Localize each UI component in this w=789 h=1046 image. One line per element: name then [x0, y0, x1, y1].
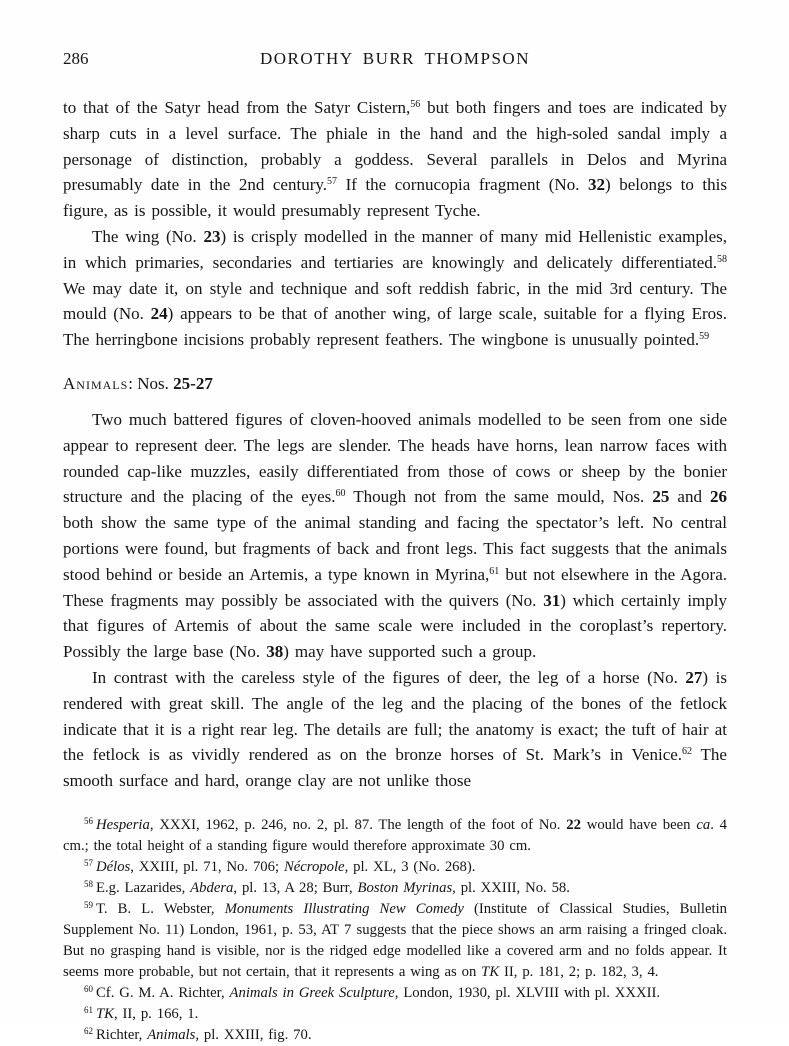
text-segment: ) is rendered with great skill. The angle of the leg and the placing of the bones of the fetlock indicate that it is a right rear leg. The details are full; the anatomy is exact; the tuft of hair at the fetlock is as vividly rendered as on the bronze horses of St. Mark’s in Venice.: [63, 667, 727, 765]
footnote-ref: 61: [489, 565, 500, 577]
footnote-ref: 57: [327, 176, 338, 188]
text-segment: 38: [266, 642, 284, 662]
text-segment: ) belongs to this figure, as is possible, it would presumably represent Tyche.: [63, 175, 727, 221]
text-segment: ) which certainly imply that figures of Artemis of about the same scale were included in the coroplast’s repertory. Possibly the large base (No.: [63, 590, 727, 662]
text-segment: ) is crisply modelled in the manner of many mid Hellenistic examples, in which primaries, secondaries and tertiaries are knowingly and delicately differentiated.: [63, 226, 727, 272]
text-segment: Boston Myrinas: [357, 879, 453, 896]
text-segment: The wing (No.: [92, 226, 204, 246]
text-segment: Animals in Greek Sculpture: [229, 984, 395, 1001]
paragraph: [63, 407, 727, 665]
text-segment: 25-27: [173, 373, 213, 393]
text-segment: , XXXI, 1962, p. 246, no. 2, pl. 87. The length of the foot of No.: [149, 816, 567, 833]
footnote-item: [63, 899, 727, 983]
section-heading: [63, 371, 727, 396]
text-segment: 23: [203, 226, 221, 246]
text-segment: If the cornucopia fragment (No.: [337, 175, 588, 195]
text-segment: In contrast with the careless style of the figures of deer, the leg of a horse (No.: [92, 667, 686, 687]
text-segment: TK: [96, 1005, 114, 1022]
text-segment: ) may have supported such a group.: [283, 642, 537, 662]
text-segment: Monuments Illustrating New Comedy: [224, 900, 464, 917]
text-segment: II, p. 181, 2; p. 182, 3, 4.: [499, 963, 659, 980]
body-text: [63, 95, 727, 794]
text-segment: Two much battered figures of cloven-hooved animals modelled to be seen from one side appear to represent deer. The legs are slender. The heads have horns, lean narrow faces with rounded cap-like muzzles, easily differentiated from those of cows or sheep by the bonier structure and the placing of the eyes.: [63, 409, 727, 507]
text-segment: and: [669, 487, 710, 507]
text-segment: TK: [481, 963, 500, 980]
text-segment: to that of the Satyr head from the Satyr Cistern,: [63, 98, 411, 117]
text-segment: We may date it, on style and technique and soft reddish fabric, in the mid 3rd century. The mould (No.: [63, 278, 727, 324]
text-segment: but both fingers and toes are indicated by sharp cuts in a level surface. The phiale in the hand and the high-soled sandal imply a personage of distinction, probably a goddess. Several parallels in Delos and Myrina presumably date in the 2nd century.: [63, 98, 727, 195]
text-segment: E.g. Lazarides,: [96, 879, 191, 896]
text-segment: Nécropole: [283, 858, 345, 875]
running-header: [63, 49, 727, 71]
text-segment: , pl. 13, A 28; Burr,: [233, 879, 358, 896]
footnote-ref: 59: [699, 331, 710, 343]
text-segment: , London, 1930, pl. XLVIII with pl. XXXII.: [394, 984, 661, 1001]
text-segment: 31: [543, 590, 561, 610]
paragraph: [63, 224, 727, 353]
footnote-ref: 60: [335, 488, 346, 500]
text-segment: Cf. G. M. A. Richter,: [96, 984, 230, 1001]
footnote-ref: 58: [717, 253, 727, 265]
text-segment: Délos: [96, 858, 131, 875]
text-segment: 32: [588, 175, 605, 195]
footnote-number: 58: [84, 878, 93, 889]
footnote-ref: 56: [410, 99, 421, 110]
text-segment: 26: [710, 487, 727, 507]
text-segment: The smooth surface and hard, orange clay are not unlike those: [63, 745, 727, 791]
paragraph: [63, 95, 727, 224]
footnote-item: [63, 1025, 727, 1046]
footnotes-section: [63, 815, 727, 1046]
text-segment: , pl. XL, 3 (No. 268).: [344, 858, 476, 875]
footnote-item: [63, 815, 727, 857]
text-segment: both show the same type of the animal standing and facing the spectator’s left. No central portions were found, but fragments of back and front legs. This fact suggests that the animals stood behind or beside an Artemis, a type known in Myrina,: [63, 513, 727, 584]
text-segment: 24: [150, 304, 168, 324]
footnote-number: 57: [84, 857, 93, 868]
text-segment: Animals: [63, 373, 129, 393]
text-segment: T. B. L. Webster,: [96, 900, 225, 917]
footnote-item: [63, 878, 727, 899]
running-head-title: DOROTHY BURR THOMPSON: [260, 49, 530, 68]
page-number: 286: [63, 49, 89, 68]
text-segment: 25: [652, 487, 670, 507]
text-segment: Abdera: [190, 879, 234, 896]
footnote-item: [63, 983, 727, 1004]
footnote-ref: 62: [682, 746, 693, 758]
text-segment: Richter,: [96, 1026, 148, 1043]
text-segment: , pl. XXIII, No. 58.: [452, 879, 570, 896]
text-segment: 22: [566, 816, 581, 833]
text-segment: : Nos.: [128, 373, 174, 393]
text-segment: , II, p. 166, 1.: [113, 1005, 199, 1022]
text-segment: ) appears to be that of another wing, of large scale, suitable for a flying Eros. The herringbone incisions probably represent feathers. The wingbone is unusually pointed.: [63, 304, 728, 350]
text-segment: Hesperia: [96, 816, 150, 833]
paragraph: [63, 665, 727, 794]
text-segment: , pl. XXIII, fig. 70.: [195, 1026, 312, 1043]
footnote-item: [63, 1004, 727, 1025]
footnote-item: [63, 857, 727, 878]
footnote-number: 56: [84, 815, 93, 826]
text-segment: ca: [696, 816, 711, 833]
text-segment: would have been: [580, 816, 697, 833]
text-segment: Animals: [147, 1026, 196, 1043]
footnote-number: 61: [84, 1004, 93, 1015]
footnote-number: 62: [84, 1025, 93, 1036]
text-segment: , XXIII, pl. 71, No. 706;: [130, 858, 284, 875]
footnote-number: 60: [84, 983, 93, 994]
text-segment: . 4 cm.; the total height of a standing figure would therefore approximate 30 cm.: [63, 816, 728, 854]
text-segment: Though not from the same mould, Nos.: [345, 487, 653, 507]
text-segment: 27: [685, 667, 703, 687]
text-segment: but not elsewhere in the Agora. These fragments may possibly be associated with the quivers (No.: [63, 564, 727, 610]
text-segment: (Institute of Classical Studies, Bulletin Supplement No. 11) London, 1961, p. 53, AT 7 suggests that the piece shows an arm raising a fringed cloak. But no grasping hand is visible, nor is the ridged edge modelled like a covered arm and no folds appear. It seems more probable, but not certain, that it represents a wing as on: [63, 900, 727, 980]
footnote-number: 59: [84, 899, 93, 910]
